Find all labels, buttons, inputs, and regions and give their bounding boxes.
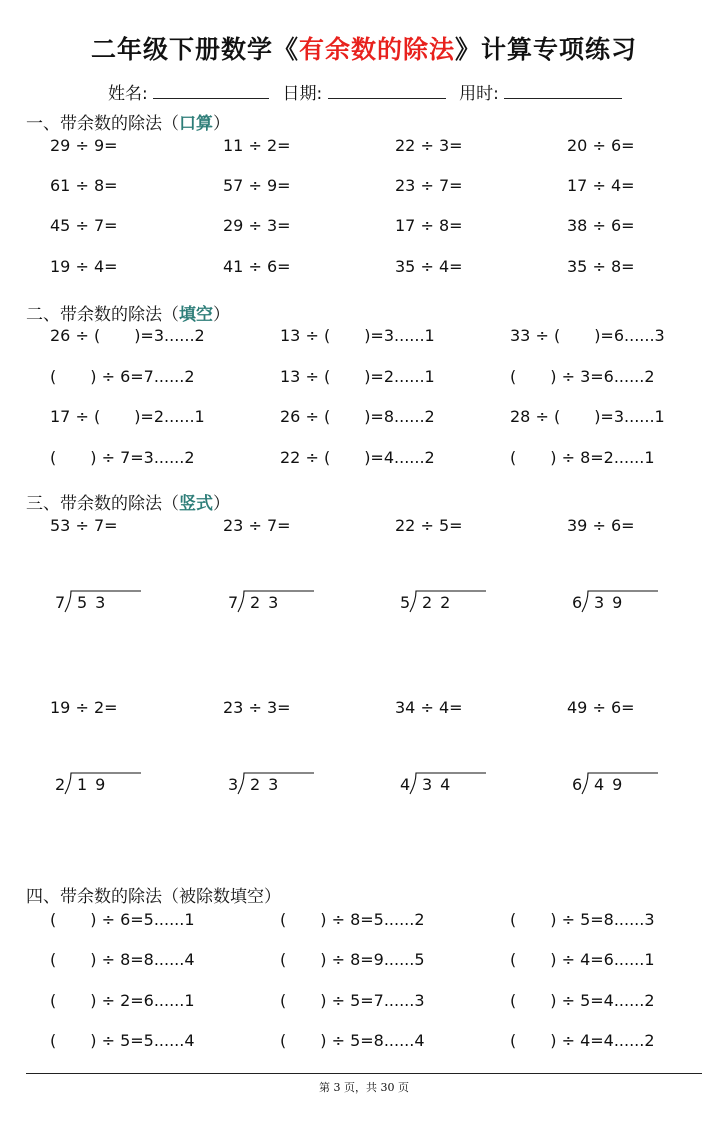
expression-left: (	[50, 910, 57, 929]
dividend: 34	[422, 775, 459, 794]
section-3-problem: 53 ÷ 7=	[50, 516, 118, 535]
expression-left: (	[510, 1031, 517, 1050]
expression-right: )=3......1	[364, 326, 435, 345]
section-2-problem	[280, 407, 435, 426]
section-3-problem: 23 ÷ 3=	[223, 698, 291, 717]
section-3-row	[0, 516, 728, 538]
section-2-heading	[26, 300, 230, 325]
long-division-setup	[228, 773, 318, 797]
section-4-problem	[50, 991, 195, 1010]
student-info-bar	[108, 79, 668, 104]
page-title	[0, 30, 728, 66]
section-2-problem	[510, 367, 655, 386]
expression-right: ) ÷ 5=4......2	[550, 991, 655, 1010]
page-footer: 第 3 页，共 30 页	[319, 1081, 409, 1094]
expression-left: 26 ÷ (	[280, 407, 331, 426]
section-2-problem	[280, 448, 435, 467]
section1-problems-problem: 29 ÷ 9=	[50, 136, 118, 155]
section1-problems-problem: 20 ÷ 6=	[567, 136, 635, 155]
section1-problems-row	[0, 216, 728, 238]
expression-right: )=6......3	[594, 326, 665, 345]
name-label: 姓名:	[108, 84, 148, 104]
section1-problems-problem: 57 ÷ 9=	[223, 176, 291, 195]
title-suffix: 》计算专项练习	[455, 35, 638, 64]
dividend: 23	[250, 775, 287, 794]
name-field[interactable]	[153, 84, 269, 99]
expression-right: ) ÷ 5=8......3	[550, 910, 655, 929]
expression-left: (	[50, 1031, 57, 1050]
section1-problems-row	[0, 257, 728, 279]
dividend: 49	[594, 775, 631, 794]
section-4-row	[0, 991, 728, 1013]
section-4-problem	[280, 1031, 425, 1050]
section-2-problem	[510, 448, 655, 467]
section-2-problem	[50, 448, 195, 467]
section-4-problem	[280, 910, 425, 929]
section-1-tag: 口算	[179, 114, 213, 134]
date-field[interactable]	[328, 84, 446, 99]
divisor: 5	[400, 593, 411, 612]
expression-left: 17 ÷ (	[50, 407, 101, 426]
expression-left: (	[50, 367, 57, 386]
divisor: 6	[572, 593, 583, 612]
section-4-problem	[510, 910, 655, 929]
section1-problems-problem: 17 ÷ 8=	[395, 216, 463, 235]
section-2-problem	[50, 407, 205, 426]
divisor: 6	[572, 775, 583, 794]
section1-problems-problem: 61 ÷ 8=	[50, 176, 118, 195]
expression-left: (	[280, 991, 287, 1010]
title-prefix: 二年级下册数学《	[90, 35, 299, 64]
expression-right: )=8......2	[364, 407, 435, 426]
section-4-row	[0, 910, 728, 932]
expression-right: ) ÷ 2=6......1	[90, 991, 195, 1010]
dividend: 19	[77, 775, 114, 794]
section-2-problem	[50, 367, 195, 386]
expression-right: )=3......1	[594, 407, 665, 426]
section-4-problem	[280, 950, 425, 969]
section1-problems-problem: 29 ÷ 3=	[223, 216, 291, 235]
section-1-heading-text: 一、带余数的除法（	[26, 114, 179, 134]
expression-left: (	[50, 991, 57, 1010]
dividend: 23	[250, 593, 287, 612]
section1-problems-problem: 35 ÷ 8=	[567, 257, 635, 276]
section-1-heading-close: ）	[213, 114, 230, 134]
section-3-tag: 竖式	[179, 494, 213, 514]
section-2-tag: 填空	[179, 305, 213, 325]
divisor: 7	[228, 593, 239, 612]
expression-right: ) ÷ 4=4......2	[550, 1031, 655, 1050]
section-2-row	[0, 448, 728, 470]
section-3-heading-close: ）	[213, 494, 230, 514]
expression-left: 22 ÷ (	[280, 448, 331, 467]
section-3-row	[0, 698, 728, 720]
section-4-heading: 四、带余数的除法（被除数填空）	[26, 887, 281, 907]
long-division-setup	[228, 591, 318, 615]
section-4-problem	[50, 910, 195, 929]
dividend: 53	[77, 593, 114, 612]
expression-left: (	[280, 910, 287, 929]
section-4-problem	[510, 950, 655, 969]
divisor: 4	[400, 775, 411, 794]
section-3-problem: 22 ÷ 5=	[395, 516, 463, 535]
expression-left: 33 ÷ (	[510, 326, 561, 345]
section1-problems-row	[0, 136, 728, 158]
section1-problems-problem: 38 ÷ 6=	[567, 216, 635, 235]
section-3-problem: 34 ÷ 4=	[395, 698, 463, 717]
section-3-problem: 39 ÷ 6=	[567, 516, 635, 535]
section-3-problem: 19 ÷ 2=	[50, 698, 118, 717]
section-2-heading-text: 二、带余数的除法（	[26, 305, 179, 325]
section-3-problem: 49 ÷ 6=	[567, 698, 635, 717]
section1-problems-row	[0, 176, 728, 198]
section-3-heading	[26, 489, 230, 514]
section-4-row	[0, 1031, 728, 1053]
section-4-problem	[510, 991, 655, 1010]
expression-right: ) ÷ 8=5......2	[320, 910, 425, 929]
time-field[interactable]	[504, 84, 622, 99]
expression-right: ) ÷ 5=7......3	[320, 991, 425, 1010]
section-2-problem	[510, 326, 665, 345]
footer-divider	[26, 1073, 702, 1074]
expression-left: (	[510, 367, 517, 386]
expression-left: (	[50, 448, 57, 467]
section-4-problem	[50, 1031, 195, 1050]
dividend: 39	[594, 593, 631, 612]
expression-right: )=4......2	[364, 448, 435, 467]
section-3-heading-text: 三、带余数的除法（	[26, 494, 179, 514]
section-2-problem	[280, 367, 435, 386]
expression-right: )=2......1	[134, 407, 205, 426]
time-label: 用时:	[459, 84, 499, 104]
section1-problems-problem: 41 ÷ 6=	[223, 257, 291, 276]
expression-right: ) ÷ 6=7......2	[90, 367, 195, 386]
expression-right: ) ÷ 8=2......1	[550, 448, 655, 467]
expression-right: ) ÷ 5=8......4	[320, 1031, 425, 1050]
expression-left: 26 ÷ (	[50, 326, 101, 345]
expression-left: (	[510, 950, 517, 969]
divisor: 2	[55, 775, 66, 794]
expression-left: (	[50, 950, 57, 969]
section-2-problem	[280, 326, 435, 345]
expression-right: )=2......1	[364, 367, 435, 386]
section-2-problem	[50, 326, 205, 345]
long-division-setup	[572, 773, 662, 797]
long-division-setup	[55, 591, 145, 615]
expression-left: 13 ÷ (	[280, 326, 331, 345]
long-division-setup	[400, 591, 490, 615]
section-2-row	[0, 326, 728, 348]
expression-right: ) ÷ 8=8......4	[90, 950, 195, 969]
expression-left: (	[280, 950, 287, 969]
section-2-row	[0, 407, 728, 429]
long-division-setup	[572, 591, 662, 615]
section1-problems-problem: 23 ÷ 7=	[395, 176, 463, 195]
section1-problems-problem: 22 ÷ 3=	[395, 136, 463, 155]
section1-problems-problem: 17 ÷ 4=	[567, 176, 635, 195]
divisor: 3	[228, 775, 239, 794]
expression-right: ) ÷ 4=6......1	[550, 950, 655, 969]
section-4-problem	[280, 991, 425, 1010]
expression-left: 28 ÷ (	[510, 407, 561, 426]
section-2-heading-close: ）	[213, 305, 230, 325]
long-division-setup	[400, 773, 490, 797]
expression-right: ) ÷ 3=6......2	[550, 367, 655, 386]
expression-left: 13 ÷ (	[280, 367, 331, 386]
section1-problems-problem: 45 ÷ 7=	[50, 216, 118, 235]
expression-right: ) ÷ 8=9......5	[320, 950, 425, 969]
expression-right: ) ÷ 7=3......2	[90, 448, 195, 467]
expression-left: (	[510, 910, 517, 929]
section1-problems-problem: 35 ÷ 4=	[395, 257, 463, 276]
section-1-heading	[26, 109, 230, 134]
dividend: 22	[422, 593, 459, 612]
expression-left: (	[510, 448, 517, 467]
expression-right: ) ÷ 5=5......4	[90, 1031, 195, 1050]
expression-right: ) ÷ 6=5......1	[90, 910, 195, 929]
section-4-problem	[50, 950, 195, 969]
section1-problems-problem: 19 ÷ 4=	[50, 257, 118, 276]
long-division-setup	[55, 773, 145, 797]
title-highlight: 有余数的除法	[298, 35, 455, 64]
section-3-problem: 23 ÷ 7=	[223, 516, 291, 535]
section-4-row	[0, 950, 728, 972]
section-2-problem	[510, 407, 665, 426]
section-2-row	[0, 367, 728, 389]
date-label: 日期:	[282, 84, 323, 104]
divisor: 7	[55, 593, 66, 612]
expression-left: (	[510, 991, 517, 1010]
section-4-problem	[510, 1031, 655, 1050]
section1-problems-problem: 11 ÷ 2=	[223, 136, 291, 155]
expression-left: (	[280, 1031, 287, 1050]
expression-right: )=3......2	[134, 326, 205, 345]
